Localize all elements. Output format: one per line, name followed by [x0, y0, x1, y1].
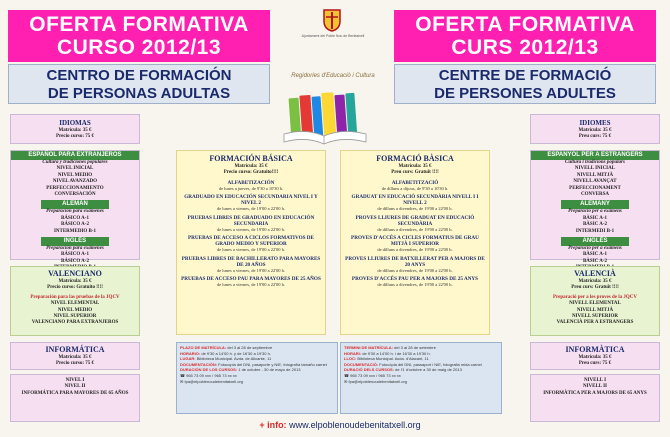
- info-box-va: [340, 342, 502, 414]
- title-line2-right: CURS 2012/13: [451, 36, 599, 59]
- course-item: GRADUADO EN EDUCACIÓN SECUNDARIA NIVEL I Y NIVEL 2 de lunes a viernes, de 19'00 a 22'00 h.: [184, 194, 318, 212]
- list-item: NIVELL AVANÇAT: [573, 179, 617, 185]
- idiomas-line1-left: Matrícula: 35 €: [58, 128, 92, 133]
- informatica-line2-right: Preu curs: 75 €: [578, 361, 612, 367]
- idiomas-line1-right: Matrícula: 35 €: [578, 128, 612, 133]
- informatica-line1-left: Matrícula: 35 €: [58, 355, 92, 360]
- valenciano-line2-right: Preu curs: Gratuït !!!!: [571, 285, 619, 291]
- info-row: LUGAR: Biblioteca Municipal. Avda. de Alicante, 11: [180, 356, 272, 362]
- aleman-list-left: [11, 216, 139, 235]
- list-item: NIVELL MITJÀ: [576, 307, 614, 313]
- aleman-title-left: ALEMÁN: [41, 200, 109, 209]
- aleman-title-right: ALEMANY: [561, 200, 629, 209]
- valenciano-box-right: [530, 266, 660, 336]
- informatica-line1-right: Matrícula: 35 €: [578, 355, 612, 360]
- list-item: BÁSICO A-2: [61, 258, 89, 264]
- title-banner-right: [394, 10, 656, 62]
- list-item: BÁSICO A-1: [61, 252, 89, 258]
- informatica-title-right: INFORMÀTICA: [565, 345, 625, 354]
- espanol-list-left: [11, 166, 139, 198]
- list-item: BÁSICO A-2: [61, 222, 89, 228]
- subtitle-line2-right: DE PERSONES ADULTES: [434, 85, 616, 102]
- info-row: DURACIÓN DE LOS CURSOS: 1 de octubre - 30 de mayo de 2013: [180, 367, 301, 373]
- course-item: PROVES D'ACCÉS PAU PER A MAJORS DE 25 ANYS de dilluns a divendres, de 19'00 a 22'00 h.: [351, 276, 479, 288]
- informatica-list-left: [10, 374, 140, 422]
- list-item: NIVELL II: [582, 384, 608, 390]
- list-item: VALENCIÀ PER A ESTRANGERS: [556, 320, 634, 326]
- basica-line1-va: Matrícula: 35 €: [398, 164, 432, 169]
- email-icon: ✉: [344, 378, 348, 384]
- regidoria-label: Regidories d'Educació i Cultura: [291, 73, 375, 79]
- list-item: VALENCIANO PARA EXTRANJEROS: [31, 320, 119, 326]
- subtitle-box-left: [8, 64, 270, 104]
- subtitle-box-right: [394, 64, 656, 104]
- info-row: ✉ fpa@elpoblenoudebenitatxell.org: [180, 378, 244, 384]
- idiomas-line2-right: Preu curs: 75 €: [578, 134, 612, 140]
- idiomas-box-right: [530, 114, 660, 144]
- espanol-intro-left: Cultura y tradiciones populares: [42, 160, 108, 165]
- list-item: INFORMÀTICA PER A MAJORS DE 65 ANYS: [543, 390, 647, 396]
- ingles-intro-right: Preparació per a exàmens: [568, 246, 622, 252]
- list-item: INTERMEDI B-1: [575, 228, 615, 234]
- basica-line1-es: Matrícula: 35 €: [234, 164, 268, 169]
- info-row: LLOC: Biblioteca Municipal. Avda. d'Alacant, 11: [344, 356, 429, 362]
- idiomas-box-left: [10, 114, 140, 144]
- list-item: INFORMÁTICA PARA MAYORES DE 65 AÑOS: [21, 390, 129, 396]
- course-item: PRUEBAS DE ACCESO A CICLOS FORMATIVOS DE GRADO MEDIO Y SUPERIOR de lunes a viernes, de 19'00 a 22'00 h.: [187, 235, 315, 253]
- phone-icon: ☎: [180, 372, 185, 378]
- email-icon: ✉: [180, 378, 184, 384]
- languages-box-left: [10, 150, 140, 264]
- jqcv-list-right: [531, 301, 659, 327]
- valenciano-box-left: [10, 266, 140, 336]
- basica-title-va: FORMACIÓ BÀSICA: [376, 154, 454, 163]
- espanol-title-right: ESPANYOL PER A ESTRANGERS: [531, 151, 659, 160]
- list-item: PERFECCIONAMENT: [569, 185, 621, 191]
- espanol-title-left: ESPAÑOL PARA EXTRANJEROS: [11, 151, 139, 160]
- aleman-intro-left: Preparación para exámenes: [46, 209, 104, 215]
- list-item: CONVERSA: [580, 192, 610, 198]
- jqcv-list-left: [11, 301, 139, 327]
- subtitle-line2-left: DE PERSONAS ADULTAS: [47, 85, 231, 102]
- idiomas-line2-left: Precio curso: 75 €: [55, 134, 95, 140]
- list-item: NIVELL INICIAL: [574, 166, 616, 172]
- footer-prefix: + info:: [259, 420, 287, 430]
- course-item: PRUEBAS LIBRES DE BACHILLERATO PARA MAYORES DE 20 AÑOS de lunes a viernes, de 19'00 a 22'00 h.: [181, 255, 321, 273]
- council-name: Ajuntament del Poble Nou de Benitatxell: [301, 34, 365, 38]
- aleman-list-right: [531, 216, 659, 235]
- list-item: NIVELL ELEMENTAL: [569, 301, 621, 307]
- ingles-title-right: ANGLÉS: [561, 237, 629, 246]
- info-row: ☎ 965 73 09 xxx / 965 73 xx xx: [344, 372, 401, 378]
- informatica-box-left: [10, 342, 140, 370]
- informatica-box-right: [530, 342, 660, 370]
- course-item: PRUEBAS LIBRES DE GRADUADO EN EDUCACIÓN SECUNDARIA de lunes a viernes, de 19'00 a 22'00 h.: [187, 214, 315, 232]
- jqcv-intro-right: Preparació per a les proves de la JQCV: [552, 294, 638, 300]
- info-row: PLAZO DE MATRÍCULA: del 3 al 28 de septiembre: [180, 345, 273, 350]
- phone-icon: ☎: [344, 372, 349, 378]
- basica-title-es: FORMACIÓN BÁSICA: [209, 154, 293, 163]
- title-line2-left: CURSO 2012/13: [56, 36, 222, 59]
- course-item: GRADUAT EN EDUCACIÓ SECUNDÀRIA NIVELL I I NIVELL 2 de dilluns a divendres, de 19'00 a 22'00 h.: [351, 194, 479, 212]
- list-item: INTERMEDIO B-1: [53, 228, 97, 234]
- title-line1-left: OFERTA FORMATIVA: [29, 13, 249, 36]
- list-item: NIVELL I: [583, 378, 607, 383]
- informatica-line2-left: Precio curso: 75 €: [55, 361, 95, 367]
- info-row: HORARI: de 9'30 a 14'00 h. i de 16'30 a 19'30 h.: [344, 350, 431, 356]
- list-item: NIVELL SUPERIOR: [572, 314, 618, 320]
- list-item: BÀSIC A-2: [582, 258, 608, 264]
- valenciano-line2-left: Precio curso: Gratuito !!!!: [47, 285, 103, 291]
- info-row: TERMINI DE MATRÍCULA: del 3 al 28 de setembre: [344, 345, 436, 350]
- aleman-intro-right: Preparació per a exàmens: [568, 209, 622, 215]
- basica-box-es: [176, 150, 326, 335]
- list-item: NIVEL I: [65, 378, 85, 383]
- list-item: BÁSICO A-1: [61, 215, 89, 221]
- course-item: PROVES D'ACCÉS A CICLES FORMATIUS DE GRAU MITJÀ I SUPERIOR de dilluns a divendres, de 19'00 a 22'00 h.: [351, 235, 479, 253]
- valenciano-line1-left: Matrícula: 35 €: [58, 279, 92, 284]
- list-item: BÀSIC A-1: [582, 215, 608, 221]
- list-item: NIVEL MEDIO: [57, 172, 93, 178]
- books-illustration-icon: [276, 90, 372, 146]
- list-item: NIVEL MEDIO: [57, 307, 93, 313]
- info-row: ✉ fpa@elpoblenoudebenitatxell.org: [344, 378, 408, 384]
- informatica-title-left: INFORMÁTICA: [45, 345, 105, 354]
- info-row: HORARIO: de 9'30 a 14'00 h. y de 16'30 a 19'30 h.: [180, 350, 271, 356]
- list-item: NIVELL MITJÀ: [576, 172, 614, 178]
- basica-line2-es: Precio curso: Gratuito!!!!: [223, 170, 279, 176]
- info-row: DURACIÓ DELS CURSOS: de l'1 d'octubre a 30 de maig de 2013: [344, 367, 462, 373]
- course-item: PROVES LLIURES DE BATXILLERAT PER A MAJORS DE 20 ANYS de dilluns a divendres, de 19'00 a 22'00 h.: [345, 255, 485, 273]
- course-item: ALFABETITZACIÓ de dilluns a dijous, de 9'30 a 10'30 h.: [381, 179, 449, 191]
- valenciano-line1-right: Matrícula: 35 €: [578, 279, 612, 284]
- ingles-title-left: INGLÉS: [41, 237, 109, 246]
- list-item: NIVEL INICIAL: [56, 166, 94, 172]
- course-item: ALFABETIZACIÓN de lunes a jueves, de 9'30 a 10'30 h.: [218, 179, 284, 191]
- valenciano-title-right: VALENCIÀ: [574, 269, 616, 278]
- basica-box-va: [340, 150, 490, 335]
- title-line1-right: OFERTA FORMATIVA: [415, 13, 635, 36]
- idiomas-title-right: IDIOMES: [579, 119, 611, 127]
- ingles-intro-left: Preparación para exámenes: [46, 246, 104, 252]
- course-item: PRUEBAS DE ACCESO PAU PARA MAYORES DE 25 AÑOS de lunes a viernes, de 19'00 a 22'00 h.: [181, 276, 321, 288]
- title-banner-left: [8, 10, 270, 62]
- course-item: PROVES LLIURES DE GRADUAT EN EDUCACIÓ SECUNDÀRIA de dilluns a divendres, de 19'00 a 22'00 h.: [355, 214, 475, 232]
- list-item: NIVEL SUPERIOR: [53, 314, 97, 320]
- list-item: PERFECCIONAMIENTO: [46, 185, 104, 191]
- espanol-intro-right: Cultura i tradicions populars: [565, 160, 625, 165]
- subtitle-line1-left: CENTRO DE FORMACIÓN: [46, 67, 232, 84]
- info-row: ☎ 965 73 09 xxx / 965 73 xx xx: [180, 372, 237, 378]
- info-row: DOCUMENTACIÓ: Fotocòpia del DNI, passaport i NIE, fotografia mida carnet: [344, 361, 482, 367]
- list-item: NIVEL AVANZADO: [52, 179, 98, 185]
- espanol-list-right: [531, 166, 659, 198]
- informatica-list-right: [530, 374, 660, 422]
- footer-url-link[interactable]: www.elpoblenoudebenitatxell.org: [289, 420, 421, 430]
- list-item: NIVEL ELEMENTAL: [50, 301, 100, 307]
- info-box-es: [176, 342, 338, 414]
- idiomas-title-left: IDIOMAS: [59, 119, 91, 127]
- list-item: BÀSIC A-2: [582, 222, 608, 228]
- subtitle-line1-right: CENTRE DE FORMACIÓ: [438, 67, 612, 84]
- list-item: CONVERSACIÓN: [54, 192, 96, 198]
- languages-box-right: [530, 150, 660, 264]
- list-item: NIVEL II: [64, 384, 86, 390]
- footer-info: [220, 417, 460, 433]
- council-crest-icon: [322, 8, 342, 32]
- basica-line2-va: Preu curs: Gratuït !!!!: [391, 170, 439, 176]
- list-item: BÀSIC A-1: [582, 252, 608, 258]
- info-row: DOCUMENTACIÓN: Fotocopia del DNI, pasaporte y NIE, fotografía tamaño carnet: [180, 361, 327, 367]
- valenciano-title-left: VALENCIANO: [48, 269, 102, 278]
- jqcv-intro-left: Preparación para las pruebas de la JQCV: [30, 294, 120, 300]
